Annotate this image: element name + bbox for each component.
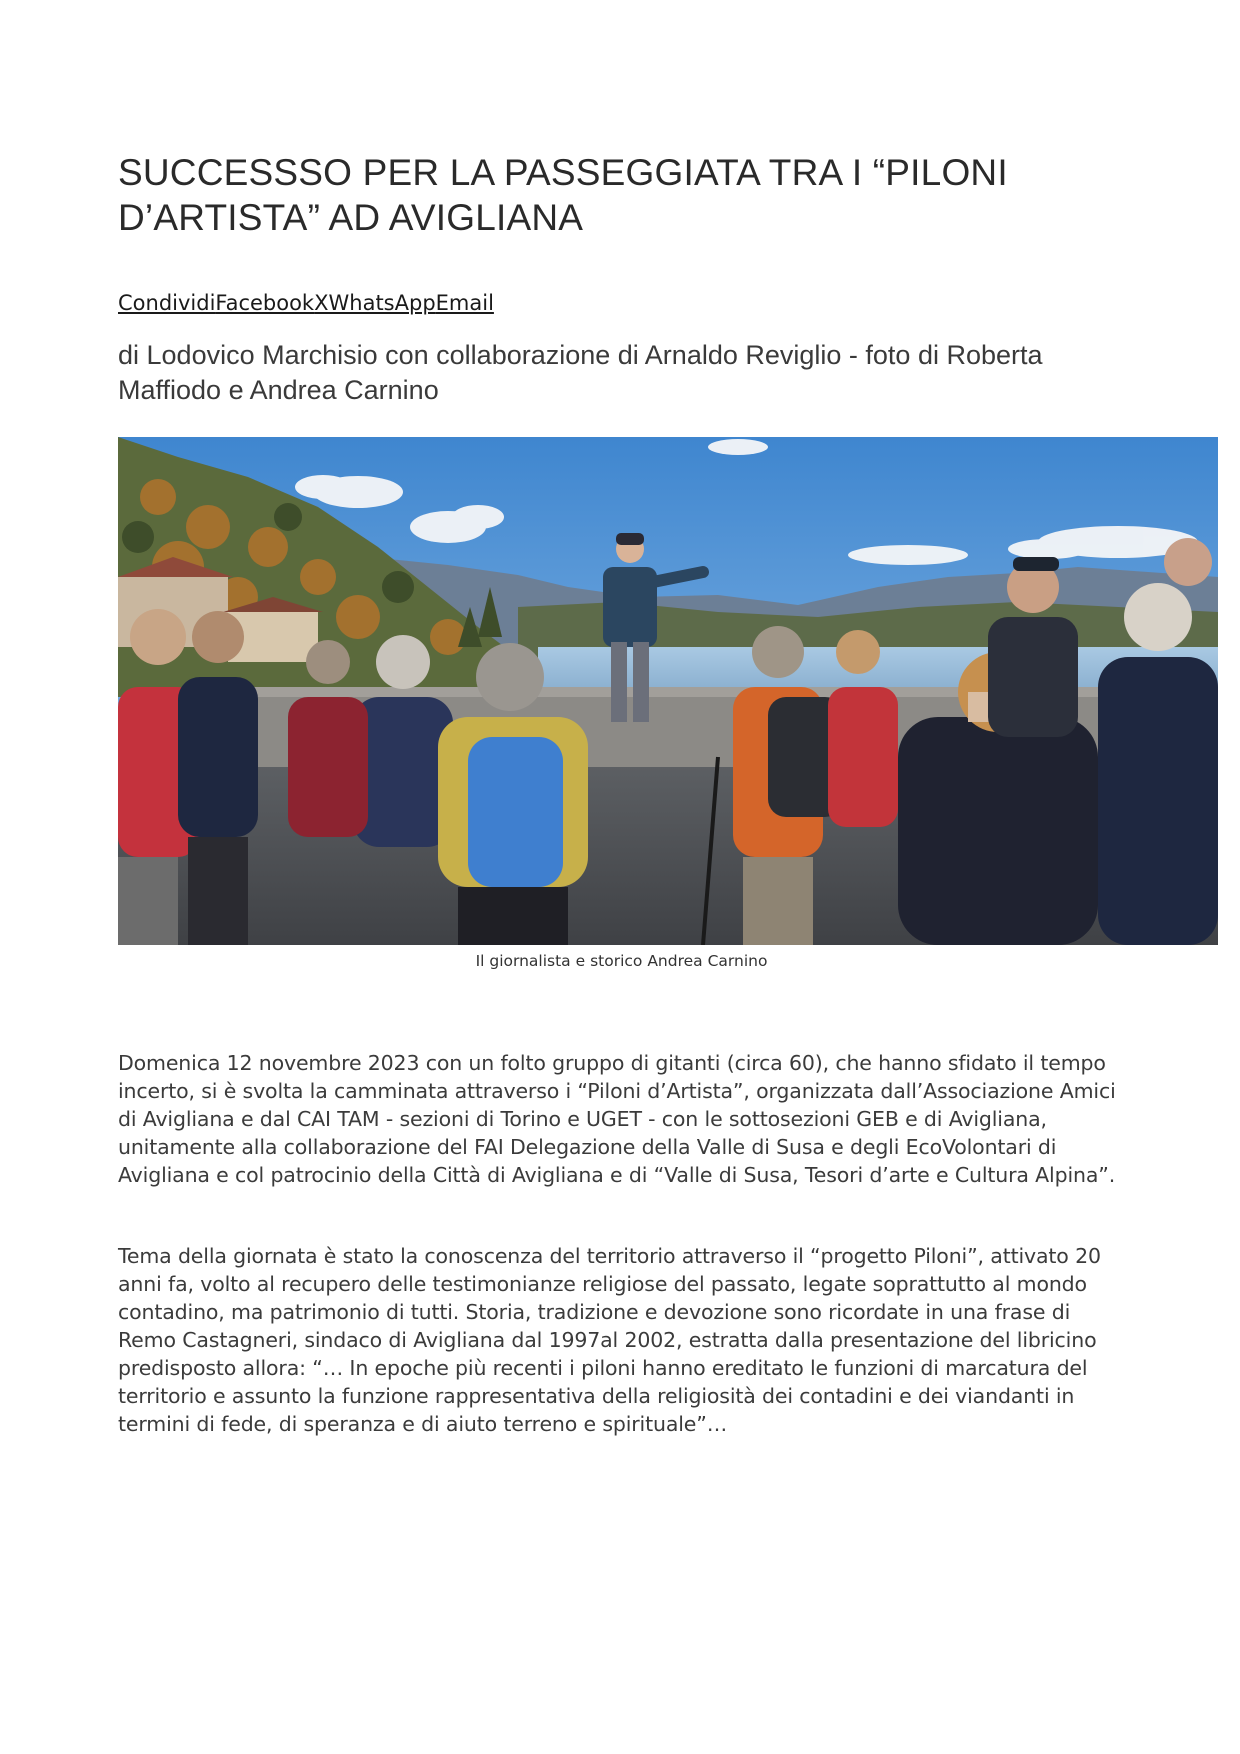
share-condividi-link[interactable]: Condividi xyxy=(118,291,216,315)
share-x-link[interactable]: X xyxy=(314,291,329,315)
share-bar xyxy=(118,291,494,315)
article-paragraph-2: Tema della giornata è stato la conoscenza del territorio attraverso il “progetto Piloni”, attivato 20 anni fa, volto al recupero delle testimonianze religiose del passato, legate soprattutto al mondo contadino, ma patrimonio di tutti. Storia, tradizione e devozione sono ricordate in una frase di Remo Castagneri, sindaco di Avigliana dal 1997al 2002, estratta dalla presentazione del libricino predisposto allora: “… In epoche più recenti i piloni hanno ereditato le funzioni di marcatura del territorio e assunto la funzione rappresentativa della religiosità dei contadini e dei viandanti in termini di fede, di speranza e di aiuto terreno e spirituale”… xyxy=(118,1244,1101,1436)
photo-caption: Il giornalista e storico Andrea Carnino xyxy=(475,952,768,970)
article-paragraph-1: Domenica 12 novembre 2023 con un folto gruppo di gitanti (circa 60), che hanno sfidato il tempo incerto, si è svolta la camminata attraverso i “Piloni d’Artista”, organizzata dall’Associazione Amici di Avigliana e dal CAI TAM - sezioni di Torino e UGET - con le sottosezioni GEB e di Avigliana, unitamente alla collaborazione del FAI Delegazione della Valle di Susa e degli EcoVolontari di Avigliana e col patrocinio della Città di Avigliana e di “Valle di Susa, Tesori d’arte e Cultura Alpina”. xyxy=(118,1051,1116,1187)
article-title: SUCCESSSO PER LA PASSEGGIATA TRA I “PILONI D’ARTISTA” AD AVIGLIANA xyxy=(118,152,1008,238)
article-photo xyxy=(118,437,1218,945)
share-email-link[interactable]: Email xyxy=(435,291,494,315)
share-facebook-link[interactable]: Facebook xyxy=(215,291,315,315)
share-whatsapp-link[interactable]: WhatsApp xyxy=(328,291,436,315)
article-byline: di Lodovico Marchisio con collaborazione di Arnaldo Reviglio - foto di Roberta Maffiodo e Andrea Carnino xyxy=(118,340,1043,405)
group-hike-photo xyxy=(118,437,1218,945)
